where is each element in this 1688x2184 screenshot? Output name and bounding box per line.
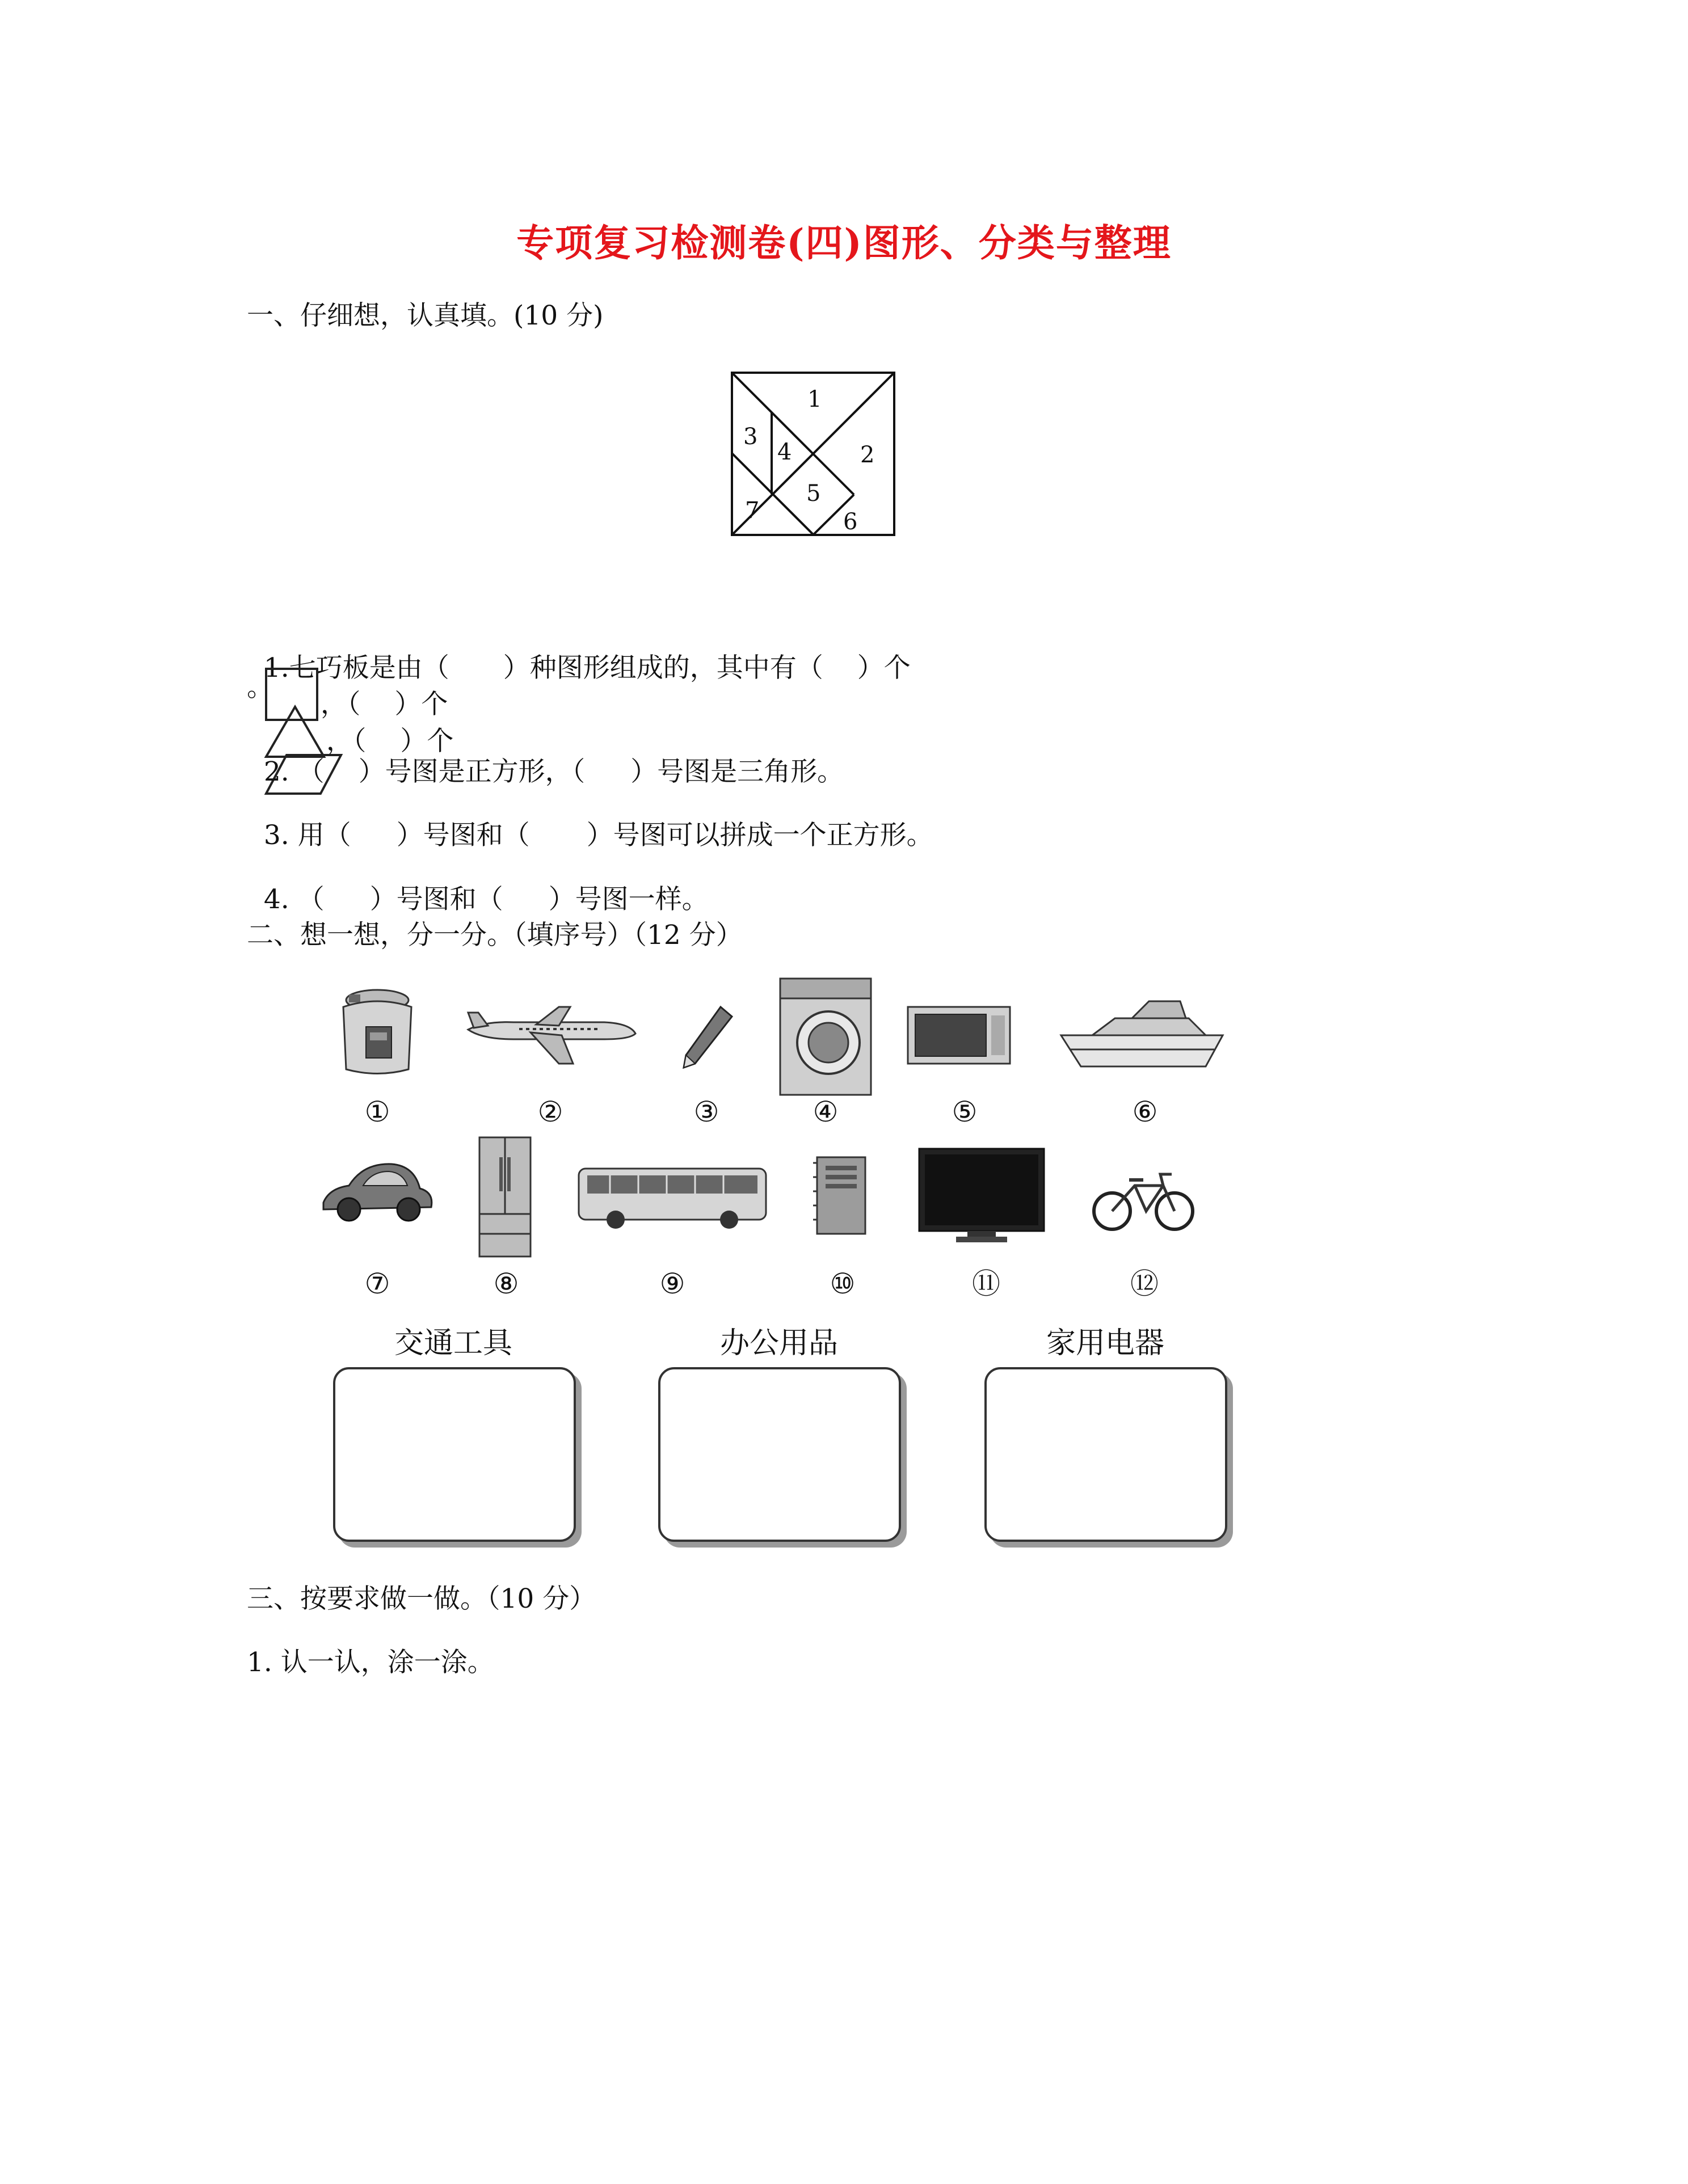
category-label-appliance: 家用电器 bbox=[1046, 1326, 1164, 1360]
item-number: ⑫ bbox=[1130, 1267, 1159, 1300]
q2-text-b: ）号图是正方形，（ bbox=[358, 756, 586, 787]
washing-machine-icon bbox=[777, 976, 874, 1098]
tangram-label-3: 3 bbox=[743, 424, 758, 450]
yacht-icon bbox=[1058, 996, 1228, 1072]
question-1-2 bbox=[247, 732, 844, 785]
question-1-3 bbox=[247, 795, 933, 849]
tangram-label-2: 2 bbox=[860, 442, 875, 468]
tangram-label-1: 1 bbox=[807, 386, 822, 412]
item-number: ⑤ bbox=[952, 1095, 978, 1128]
pencil-icon bbox=[678, 1004, 735, 1072]
item-number: ① bbox=[364, 1095, 390, 1128]
rice-cooker-icon bbox=[335, 984, 420, 1081]
item-number: ③ bbox=[693, 1095, 719, 1128]
q2-text-c: ）号图是三角形。 bbox=[630, 756, 844, 787]
item-number: ⑥ bbox=[1132, 1095, 1158, 1128]
tangram-label-5: 5 bbox=[806, 480, 821, 507]
microwave-icon bbox=[905, 1004, 1013, 1066]
q1-text-c: ）个 bbox=[857, 652, 911, 684]
refrigerator-icon bbox=[477, 1135, 533, 1259]
item-number: ⑩ bbox=[830, 1267, 856, 1300]
section1-heading: 一、仔细想，认真填。(10 分) bbox=[247, 300, 604, 331]
notebook-icon bbox=[811, 1154, 868, 1237]
tangram-figure bbox=[731, 372, 895, 536]
category-label-office: 办公用品 bbox=[719, 1326, 838, 1360]
q1-end-mark: 。 bbox=[247, 672, 273, 703]
item-number: ④ bbox=[813, 1095, 839, 1128]
category-label-transport: 交通工具 bbox=[394, 1326, 512, 1360]
item-number: ⑪ bbox=[972, 1267, 1000, 1300]
q1-text-f: ，（ bbox=[326, 726, 367, 757]
answer-box-appliance[interactable] bbox=[984, 1367, 1227, 1542]
section3-heading: 三、按要求做一做。（10 分） bbox=[247, 1583, 596, 1614]
q2-text-a: 2. （ bbox=[263, 756, 325, 787]
item-number: ⑦ bbox=[364, 1267, 390, 1300]
answer-box-office[interactable] bbox=[658, 1367, 901, 1542]
tangram-label-7: 7 bbox=[745, 497, 760, 524]
question-3-1: 1. 认一认，涂一涂。 bbox=[247, 1647, 494, 1678]
bus-icon bbox=[576, 1163, 769, 1231]
q1-text-e: ）个 bbox=[394, 689, 448, 720]
tangram-label-4: 4 bbox=[777, 439, 792, 465]
q3-text-b: ）号图和（ bbox=[396, 820, 530, 851]
television-icon bbox=[916, 1146, 1047, 1245]
car-icon bbox=[318, 1157, 437, 1225]
question-1-4 bbox=[247, 859, 709, 913]
page-title: 专项复习检测卷(四)图形、分类与整理 bbox=[516, 221, 1172, 265]
section2-heading: 二、想一想，分一分。（填序号）（12 分） bbox=[247, 920, 743, 951]
tangram-label-6: 6 bbox=[843, 509, 858, 535]
bicycle-icon bbox=[1089, 1163, 1197, 1234]
q4-text-a: 4. （ bbox=[263, 884, 325, 915]
q1-text-a: 1.七巧板是由（ bbox=[263, 652, 449, 684]
item-number: ⑧ bbox=[493, 1267, 519, 1300]
item-number: ② bbox=[537, 1095, 563, 1128]
q1-text-d: ，（ bbox=[320, 689, 361, 720]
q4-text-c: ）号图一样。 bbox=[548, 884, 709, 915]
q1-text-b: ）种图形组成的，其中有（ bbox=[503, 652, 823, 684]
item-number: ⑨ bbox=[659, 1267, 685, 1300]
answer-box-transport[interactable] bbox=[333, 1367, 576, 1542]
q3-text-a: 3. 用（ bbox=[263, 820, 351, 851]
airplane-icon bbox=[462, 1004, 638, 1066]
q3-text-c: ）号图可以拼成一个正方形。 bbox=[586, 820, 933, 851]
q4-text-b: ）号图和（ bbox=[369, 884, 503, 915]
q1-text-g: ）个 bbox=[400, 726, 454, 757]
